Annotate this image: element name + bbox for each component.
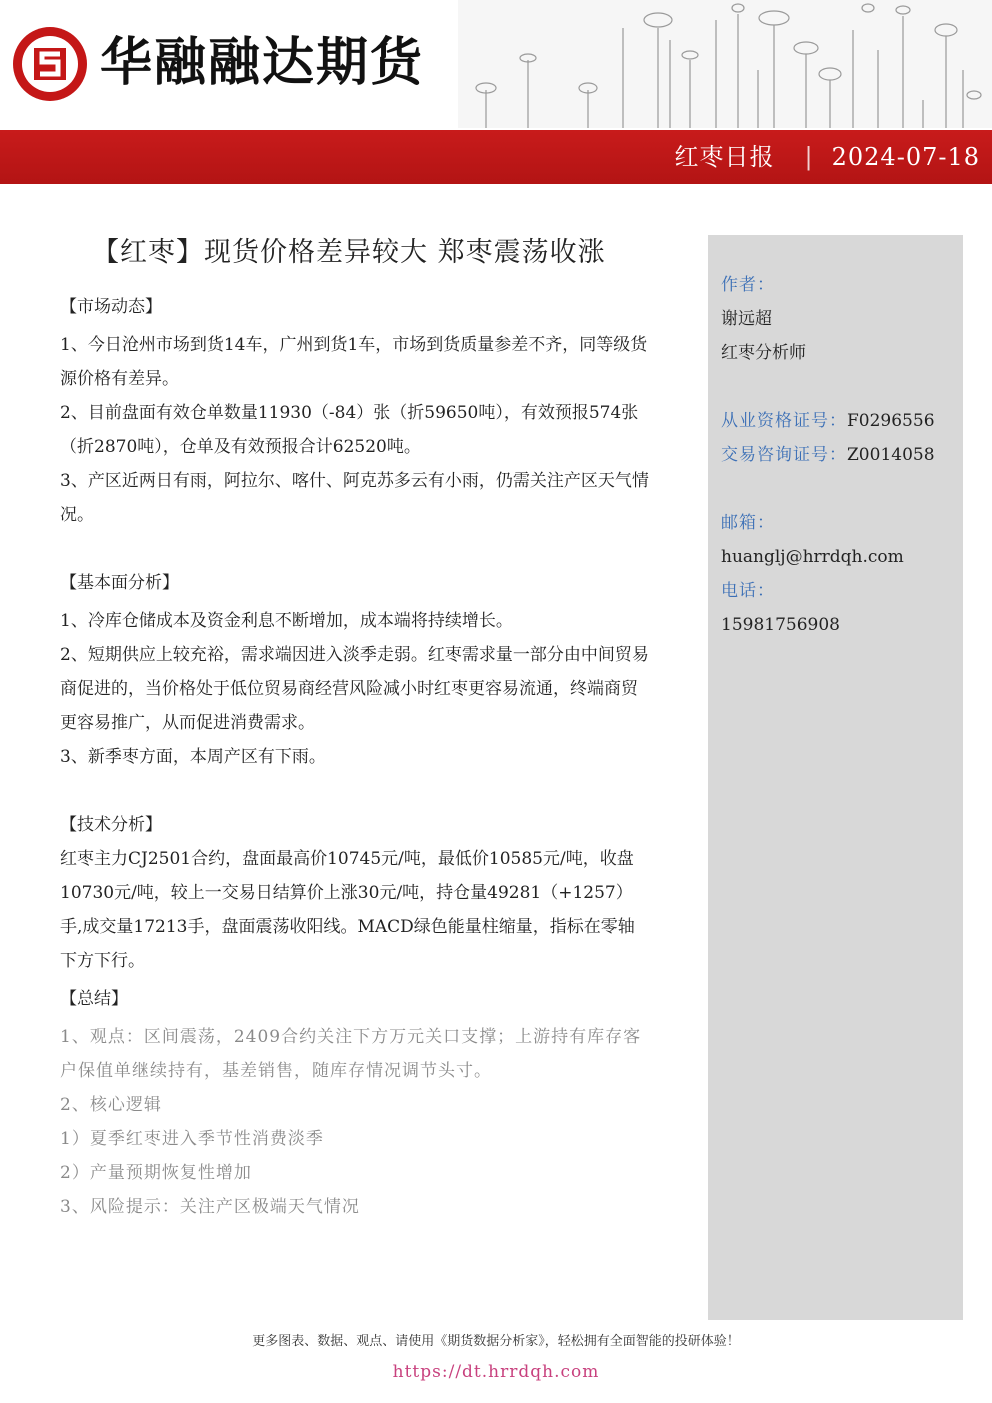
- author-name: 谢远超: [721, 309, 772, 329]
- author-title: 红枣分析师: [721, 343, 806, 363]
- license-number: F0296556: [847, 411, 935, 431]
- summary-item-2: 2、核心逻辑: [60, 1095, 162, 1115]
- section-title-market: 【市场动态】: [60, 297, 162, 317]
- license-line: [721, 404, 935, 438]
- consult-number: Z0014058: [847, 445, 935, 465]
- phone-label: 电话：: [721, 581, 775, 601]
- banner-divider: |: [804, 143, 814, 171]
- fundamental-item-3: 3、新季枣方面，本周产区有下雨。: [60, 747, 326, 767]
- email-label: 邮箱：: [721, 513, 775, 533]
- section-title-technical: 【技术分析】: [60, 815, 162, 835]
- consult-label: 交易咨询证号：: [721, 445, 847, 465]
- summary-item-3: 1）夏季红枣进入季节性消费淡季: [60, 1129, 324, 1149]
- author-sidebar: [708, 235, 963, 1320]
- market-item-2: 2、目前盘面有效仓单数量11930（-84）张（折59650吨），有效预报574张（折2870吨），仓单及有效预报合计62520吨。: [60, 403, 639, 457]
- author-label: 作者：: [721, 275, 775, 295]
- report-type: 红枣日报: [674, 143, 775, 171]
- fundamental-item-1: 1、冷库仓储成本及资金利息不断增加，成本端将持续增长。: [60, 611, 513, 631]
- email-link[interactable]: huanglj@hrrdqh.com: [721, 547, 904, 567]
- article-headline: 【红枣】现货价格差异较大 郑枣震荡收涨: [92, 237, 606, 268]
- report-banner: [0, 130, 992, 184]
- market-item-1: 1、今日沧州市场到货14车，广州到货1车，市场到货质量参差不齐，同等级货源价格有差异。: [60, 335, 648, 389]
- summary-item-1: 1、观点：区间震荡，2409合约关注下方万元关口支撑；上游持有库存客户保值单继续持有，基差销售，随库存情况调节头寸。: [60, 1027, 642, 1081]
- technical-text: 红枣主力CJ2501合约，盘面最高价10745元/吨，最低价10585元/吨，收盘10730元/吨，较上一交易日结算价上涨30元/吨，持仓量49281（+1257）手,成交量17213手，盘面震荡收阳线。MACD绿色能量柱缩量，指标在零轴下方下行。: [60, 849, 635, 971]
- footer-promo: 更多图表、数据、观点、请使用《期货数据分析家》，轻松拥有全面智能的投研体验！: [252, 1334, 740, 1349]
- brand-name: 华融融达期货: [100, 33, 425, 93]
- market-item-3: 3、产区近两日有雨，阿拉尔、喀什、阿克苏多云有小雨，仍需关注产区天气情况。: [60, 471, 649, 525]
- summary-item-5: 3、风险提示：关注产区极端天气情况: [60, 1197, 360, 1217]
- phone-number: 15981756908: [721, 615, 840, 635]
- summary-item-4: 2）产量预期恢复性增加: [60, 1163, 252, 1183]
- fundamental-item-2: 2、短期供应上较充裕，需求端因进入淡季走弱。红枣需求量一部分由中间贸易商促进的，当价格处于低位贸易商经营风险减小时红枣更容易流通，终端商贸更容易推广，从而促进消费需求。: [60, 645, 649, 733]
- consult-line: [721, 438, 935, 472]
- section-title-fundamental: 【基本面分析】: [60, 573, 179, 593]
- article-body: [60, 290, 650, 1224]
- company-logo-icon: [10, 24, 90, 104]
- header-decoration: [458, 0, 992, 128]
- license-label: 从业资格证号：: [721, 411, 847, 431]
- report-date: 2024-07-18: [831, 143, 980, 171]
- footer-url-link[interactable]: https://dt.hrrdqh.com: [392, 1362, 600, 1382]
- section-title-summary: 【总结】: [60, 989, 128, 1009]
